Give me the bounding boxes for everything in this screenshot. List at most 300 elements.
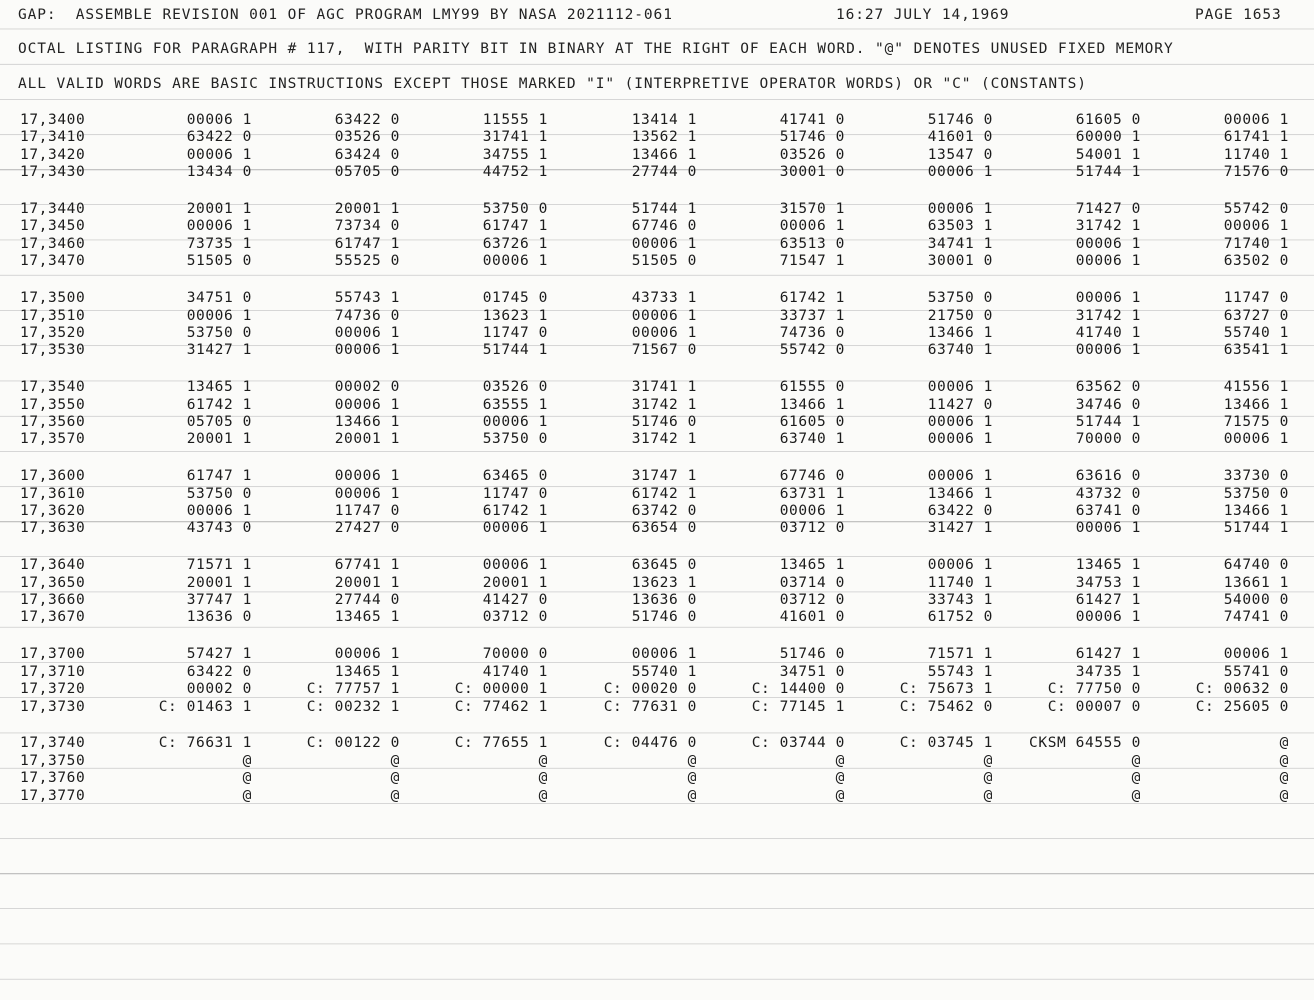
memory-word: 55743 1 [334,290,400,307]
memory-word: 61742 1 [631,485,697,502]
memory-word: 71567 0 [631,342,697,359]
listing-row [0,503,1314,520]
memory-word: 63502 0 [1223,253,1289,270]
memory-word: 70000 0 [482,646,548,663]
memory-word: 13465 1 [334,609,400,626]
memory-word: @ [1131,752,1141,769]
row-address: 17,3500 [20,290,86,307]
memory-word: 00006 1 [1223,112,1289,128]
memory-word: 57427 1 [186,646,252,663]
memory-word: 61741 1 [1223,129,1289,146]
memory-word: 00006 1 [1223,218,1289,235]
listing-block [0,290,1314,360]
memory-word: 41427 0 [482,592,548,609]
memory-word: 51746 0 [779,129,845,146]
row-address: 17,3670 [20,609,86,626]
memory-word: @ [687,752,697,769]
memory-word: 43732 0 [1075,485,1141,502]
row-address: 17,3470 [20,253,86,270]
memory-word: 63726 1 [482,235,548,252]
memory-word: 00006 1 [1075,520,1141,537]
row-address: 17,3460 [20,235,86,252]
memory-word: 55742 0 [1223,201,1289,218]
memory-word: @ [983,752,993,769]
memory-word: 31747 1 [631,468,697,485]
memory-word: 00006 1 [334,396,400,413]
memory-word: 00006 1 [927,379,993,396]
memory-word: 33743 1 [927,592,993,609]
memory-word: 03714 0 [779,574,845,591]
row-address: 17,3510 [20,307,86,324]
memory-word: @ [538,787,548,804]
memory-word: 27744 0 [631,164,697,181]
memory-word: 00006 1 [482,557,548,574]
row-address: 17,3450 [20,218,86,235]
memory-word: 63645 0 [631,557,697,574]
memory-word: @ [1279,787,1289,804]
memory-word: 11747 0 [482,485,548,502]
memory-word: 00006 1 [779,503,845,520]
memory-word: 67741 1 [334,557,400,574]
memory-word: 13434 0 [186,164,252,181]
listing-row [0,290,1314,307]
memory-word: 61555 0 [779,379,845,396]
memory-word: C: 00122 0 [306,735,400,752]
memory-word: 51505 0 [631,253,697,270]
memory-word: 00006 1 [927,413,993,430]
memory-word: 55740 1 [1223,324,1289,341]
listing-row [0,486,1314,503]
memory-word: 34755 1 [482,146,548,163]
memory-word: 74741 0 [1223,609,1289,626]
memory-word: @ [390,787,400,804]
memory-word: 27427 0 [334,520,400,537]
listing-row [0,468,1314,485]
memory-word: 53750 0 [482,431,548,448]
listing-row [0,681,1314,698]
memory-word: 03526 0 [482,379,548,396]
listing-row [0,431,1314,448]
memory-word: 71576 0 [1223,164,1289,181]
memory-word: 00006 1 [1075,342,1141,359]
memory-word: 00006 1 [186,112,252,128]
memory-word: 30001 0 [927,253,993,270]
row-address: 17,3440 [20,201,86,218]
listing-row [0,397,1314,414]
row-address: 17,3400 [20,112,86,128]
memory-word: 13466 1 [927,324,993,341]
memory-word: @ [835,752,845,769]
memory-word: @ [1131,770,1141,787]
memory-word: 30001 0 [779,164,845,181]
listing-row [0,342,1314,359]
memory-word: 55525 0 [334,253,400,270]
row-address: 17,3540 [20,379,86,396]
memory-word: 31742 1 [1075,218,1141,235]
memory-word: 11740 1 [1223,146,1289,163]
memory-word: 00006 1 [1075,609,1141,626]
listing-row [0,308,1314,325]
memory-word: 01745 0 [482,290,548,307]
row-address: 17,3610 [20,485,86,502]
memory-word: 00002 0 [186,681,252,698]
memory-word: 20001 1 [334,574,400,591]
memory-word: 00006 1 [631,646,697,663]
memory-word: 05705 0 [186,413,252,430]
memory-word: 31741 1 [482,129,548,146]
listing-block [0,468,1314,538]
memory-word: @ [242,770,252,787]
memory-word: 27744 0 [334,592,400,609]
memory-word: 20001 1 [482,574,548,591]
memory-word: C: 00000 1 [454,681,548,698]
memory-word: 03712 0 [779,520,845,537]
memory-word: @ [983,770,993,787]
memory-word: 43733 1 [631,290,697,307]
memory-word: 51744 1 [631,201,697,218]
listing-row [0,414,1314,431]
memory-word: 00006 1 [927,201,993,218]
memory-word: C: 76631 1 [158,735,252,752]
listing-row [0,147,1314,164]
memory-word: 61605 0 [1075,112,1141,128]
memory-word: 03526 0 [779,146,845,163]
memory-word: 41740 1 [482,663,548,680]
header-title-line: GAP: ASSEMBLE REVISION 001 OF AGC PROGRAM LMY99 BY NASA 2021112-061 [18,7,673,23]
memory-word: 51746 0 [779,646,845,663]
memory-word: 00006 1 [334,342,400,359]
memory-word: 33737 1 [779,307,845,324]
memory-word: 63422 0 [927,503,993,520]
memory-word: 03712 0 [482,609,548,626]
memory-word: 13466 1 [779,396,845,413]
memory-word: 13466 1 [1223,396,1289,413]
memory-word: @ [538,752,548,769]
memory-word: 51746 0 [631,609,697,626]
memory-word: 00006 1 [1075,290,1141,307]
memory-word: 00006 1 [631,324,697,341]
memory-word: 55741 0 [1223,663,1289,680]
row-address: 17,3710 [20,663,86,680]
memory-word: 13623 1 [482,307,548,324]
memory-word: 00006 1 [482,520,548,537]
memory-word: 63422 0 [186,663,252,680]
memory-word: 00006 1 [927,164,993,181]
memory-word: C: 03745 1 [899,735,993,752]
memory-word: 53750 0 [186,485,252,502]
listing-block [0,201,1314,271]
memory-word: 53750 0 [186,324,252,341]
memory-word: 00006 1 [186,503,252,520]
memory-word: 63727 0 [1223,307,1289,324]
memory-word: 63740 1 [779,431,845,448]
memory-word: 51744 1 [1223,520,1289,537]
memory-word: 34751 0 [779,663,845,680]
memory-word: C: 75462 0 [899,698,993,715]
memory-word: 13623 1 [631,574,697,591]
memory-word: 34751 0 [186,290,252,307]
memory-word: 20001 1 [186,431,252,448]
memory-word: 43743 0 [186,520,252,537]
octal-listing [0,112,1314,825]
memory-word: 33730 0 [1223,468,1289,485]
row-address: 17,3600 [20,468,86,485]
memory-word: 13466 1 [1223,503,1289,520]
listing-row [0,253,1314,270]
memory-word: @ [242,787,252,804]
memory-word: 71547 1 [779,253,845,270]
memory-word: 00006 1 [779,218,845,235]
row-address: 17,3730 [20,698,86,715]
memory-word: @ [983,787,993,804]
memory-word: 61742 1 [779,290,845,307]
memory-word: 20001 1 [186,574,252,591]
memory-word: 00006 1 [631,307,697,324]
listing-block [0,557,1314,627]
memory-word: 64740 0 [1223,557,1289,574]
memory-word: 11427 0 [927,396,993,413]
memory-word: 61747 1 [186,468,252,485]
memory-word: 20001 1 [334,201,400,218]
memory-word: C: 75673 1 [899,681,993,698]
memory-word: 63741 0 [1075,503,1141,520]
memory-word: 03526 0 [334,129,400,146]
memory-word: 00006 1 [1075,253,1141,270]
listing-block [0,735,1314,805]
memory-word: 13636 0 [631,592,697,609]
memory-word: 41601 0 [927,129,993,146]
memory-word: 61752 0 [927,609,993,626]
memory-word: 00006 1 [482,413,548,430]
row-address: 17,3430 [20,164,86,181]
memory-word: 61427 1 [1075,592,1141,609]
memory-word: C: 00007 0 [1047,698,1141,715]
memory-word: 00006 1 [1223,431,1289,448]
memory-word: C: 00232 1 [306,698,400,715]
row-address: 17,3420 [20,146,86,163]
listing-row [0,664,1314,681]
memory-word: 61747 1 [482,218,548,235]
memory-word: 63503 1 [927,218,993,235]
memory-word: 63742 0 [631,503,697,520]
header-page-number: PAGE 1653 [1195,7,1282,23]
memory-word: 11555 1 [482,112,548,128]
row-address: 17,3640 [20,557,86,574]
listing-row [0,112,1314,129]
memory-word: 71571 1 [927,646,993,663]
listing-row [0,735,1314,752]
memory-word: 73735 1 [186,235,252,252]
memory-word: C: 77145 1 [751,698,845,715]
memory-word: 31427 1 [927,520,993,537]
memory-word: C: 00020 0 [603,681,697,698]
listing-row [0,592,1314,609]
listing-row [0,557,1314,574]
memory-word: 11747 0 [482,324,548,341]
memory-word: C: 00632 0 [1195,681,1289,698]
memory-word: 41741 0 [779,112,845,128]
memory-word: 41601 0 [779,609,845,626]
listing-row [0,609,1314,626]
memory-word: 13661 1 [1223,574,1289,591]
memory-word: 00006 1 [1075,235,1141,252]
memory-word: 60000 1 [1075,129,1141,146]
memory-word: C: 77757 1 [306,681,400,698]
listing-block [0,379,1314,449]
listing-row [0,646,1314,663]
memory-word: @ [390,752,400,769]
listing-row [0,218,1314,235]
row-address: 17,3650 [20,574,86,591]
memory-word: C: 77750 0 [1047,681,1141,698]
memory-word: 11740 1 [927,574,993,591]
memory-word: 73734 0 [334,218,400,235]
memory-word: 63555 1 [482,396,548,413]
memory-word: 61427 1 [1075,646,1141,663]
memory-word: @ [835,787,845,804]
memory-word: 21750 0 [927,307,993,324]
memory-word: 00006 1 [482,253,548,270]
memory-word: 13547 0 [927,146,993,163]
memory-word: 13465 1 [334,663,400,680]
memory-word: 31742 1 [631,396,697,413]
memory-word: 54001 1 [1075,146,1141,163]
memory-word: 13466 1 [927,485,993,502]
row-address: 17,3530 [20,342,86,359]
memory-word: 00006 1 [334,468,400,485]
memory-word: 05705 0 [334,164,400,181]
memory-word: 00002 0 [334,379,400,396]
listing-row [0,236,1314,253]
row-address: 17,3720 [20,681,86,698]
memory-word: 71571 1 [186,557,252,574]
memory-word: 63731 1 [779,485,845,502]
header-timestamp: 16:27 JULY 14,1969 [836,7,1010,23]
row-address: 17,3410 [20,129,86,146]
header-legend-line: ALL VALID WORDS ARE BASIC INSTRUCTIONS EXCEPT THOSE MARKED "I" (INTERPRETIVE OPERATOR WORDS) OR "C" (CONSTANTS) [18,76,1087,92]
memory-word: C: 14400 0 [751,681,845,698]
memory-word: @ [390,770,400,787]
memory-word: 63740 1 [927,342,993,359]
memory-word: 13466 1 [334,413,400,430]
listing-row [0,699,1314,716]
listing-row [0,379,1314,396]
listing-row [0,201,1314,218]
memory-word: 54000 0 [1223,592,1289,609]
memory-word: 34746 0 [1075,396,1141,413]
memory-word: @ [1131,787,1141,804]
memory-word: 61742 1 [482,503,548,520]
memory-word: 71575 0 [1223,413,1289,430]
memory-word: 31742 1 [631,431,697,448]
memory-word: 31427 1 [186,342,252,359]
row-address: 17,3760 [20,770,86,787]
memory-word: 31570 1 [779,201,845,218]
row-address: 17,3700 [20,646,86,663]
memory-word: C: 77631 0 [603,698,697,715]
memory-word: 74736 0 [779,324,845,341]
memory-word: 00006 1 [186,146,252,163]
memory-word: 61742 1 [186,396,252,413]
memory-word: 53750 0 [927,290,993,307]
memory-word: 63424 0 [334,146,400,163]
row-address: 17,3740 [20,735,86,752]
memory-word: 00006 1 [334,646,400,663]
memory-word: 44752 1 [482,164,548,181]
memory-word: 37747 1 [186,592,252,609]
row-address: 17,3550 [20,396,86,413]
memory-word: @ [1279,752,1289,769]
memory-word: 13465 1 [186,379,252,396]
memory-word: 63616 0 [1075,468,1141,485]
memory-word: 55743 1 [927,663,993,680]
memory-word: 00006 1 [631,235,697,252]
memory-word: 53750 0 [482,201,548,218]
memory-word: 20001 1 [334,431,400,448]
memory-word: 13466 1 [631,146,697,163]
memory-word: 51505 0 [186,253,252,270]
memory-word: 03712 0 [779,592,845,609]
memory-word: 70000 0 [1075,431,1141,448]
memory-word: @ [835,770,845,787]
memory-word: 00006 1 [927,468,993,485]
memory-word: 53750 0 [1223,485,1289,502]
row-address: 17,3770 [20,787,86,804]
memory-word: 00006 1 [1223,646,1289,663]
memory-word: 13465 1 [1075,557,1141,574]
memory-word: 63541 1 [1223,342,1289,359]
listing-row [0,164,1314,181]
memory-word: 00006 1 [927,557,993,574]
memory-word: 41740 1 [1075,324,1141,341]
row-address: 17,3750 [20,752,86,769]
memory-word: C: 77655 1 [454,735,548,752]
memory-word: 74736 0 [334,307,400,324]
row-address: 17,3560 [20,413,86,430]
memory-word: 55742 0 [779,342,845,359]
memory-word: 63465 0 [482,468,548,485]
memory-word: C: 01463 1 [158,698,252,715]
memory-word: 51744 1 [1075,413,1141,430]
memory-word: 13636 0 [186,609,252,626]
listing-row [0,325,1314,342]
row-address: 17,3570 [20,431,86,448]
memory-word: C: 03744 0 [751,735,845,752]
memory-word: @ [687,787,697,804]
listing-block [0,112,1314,182]
memory-word: C: 25605 0 [1195,698,1289,715]
memory-word: 51744 1 [482,342,548,359]
header-description-line: OCTAL LISTING FOR PARAGRAPH # 117, WITH PARITY BIT IN BINARY AT THE RIGHT OF EACH WORD. "@" DENOTES UNUSED FIXED MEMORY [18,41,1174,57]
memory-word: @ [1279,770,1289,787]
memory-word: 63422 0 [334,112,400,128]
listing-row [0,520,1314,537]
memory-word: 51746 0 [927,112,993,128]
memory-word: 00006 1 [186,218,252,235]
memory-word: 00006 1 [334,485,400,502]
memory-word: CKSM 64555 0 [1029,735,1141,752]
memory-word: @ [1279,735,1289,752]
memory-word: 11747 0 [334,503,400,520]
row-address: 17,3660 [20,592,86,609]
memory-word: 00006 1 [334,324,400,341]
listing-row [0,788,1314,805]
memory-word: 63422 0 [186,129,252,146]
memory-word: 51746 0 [631,413,697,430]
memory-word: 31742 1 [1075,307,1141,324]
memory-word: 63562 0 [1075,379,1141,396]
memory-word: 13465 1 [779,557,845,574]
